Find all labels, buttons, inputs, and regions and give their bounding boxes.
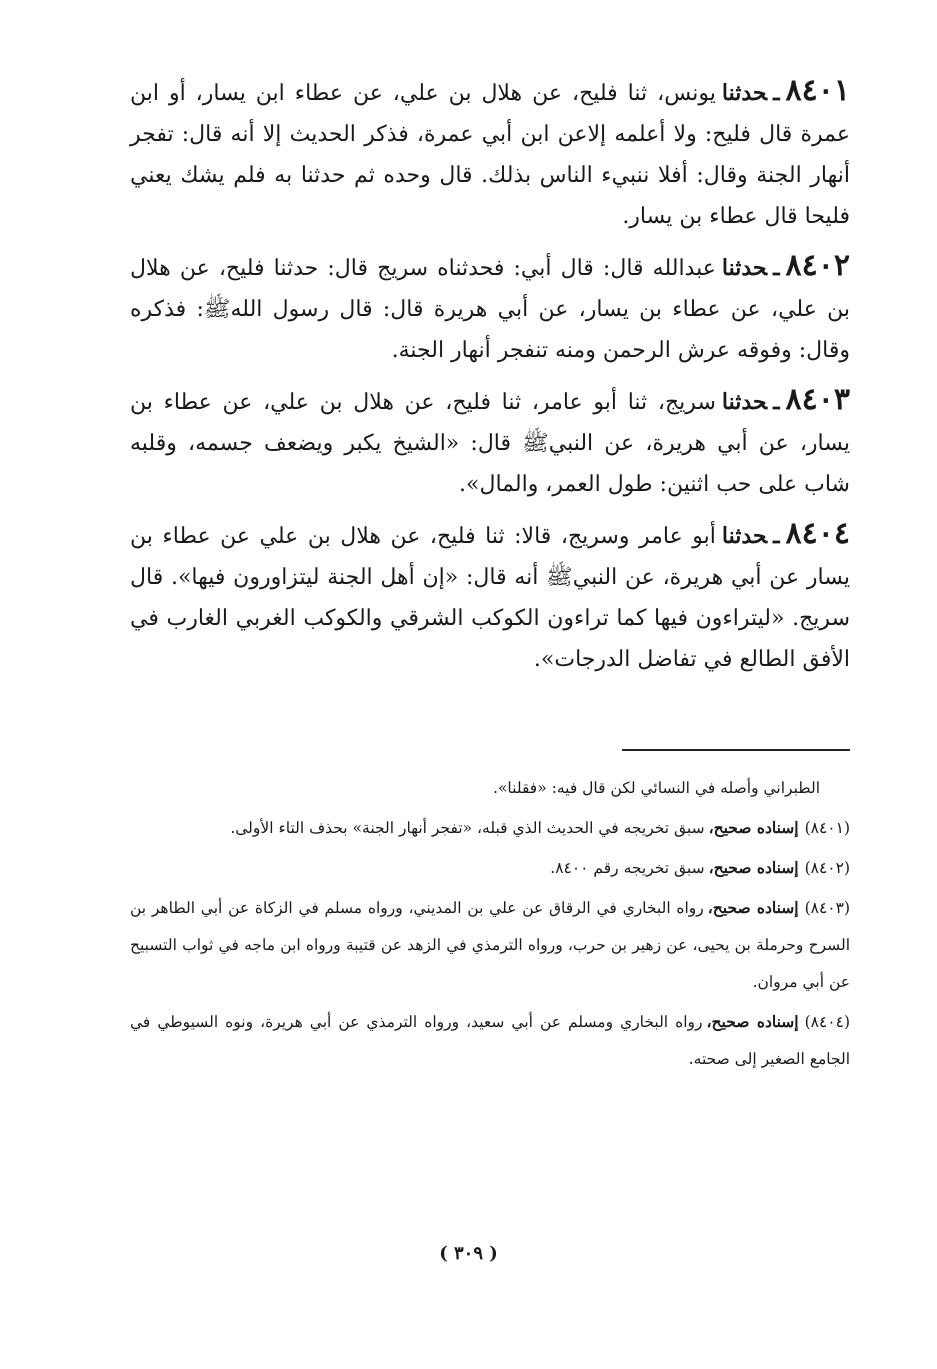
footnote-continuation: الطبراني وأصله في النسائي لكن قال فيه: «فقلنا». xyxy=(493,779,820,797)
hadith-lead-word: حدثنا xyxy=(721,389,768,415)
footnote-number: (٨٤٠٣) xyxy=(804,899,851,917)
footnote-text: سبق تخريجه في الحديث الذي قبله، «تفجر أنهار الجنة» بحذف التاء الأولى. xyxy=(230,819,705,837)
hadith-text: عبدالله قال: قال أبي: فحدثناه سريج قال: حدثنا فليح، عن هلال بن علي، عن عطاء بن يسار، عن أبي هريرة قال: قال رسول اللهﷺ: فذكره وقال: وفوقه عرش الرحمن ومنه تنفجر أنهار الجنة. xyxy=(130,256,850,363)
footnote-number: (٨٤٠٢) xyxy=(804,859,850,877)
main-text-body xyxy=(130,70,850,688)
footnote-lead: إسناده صحيح، xyxy=(708,818,799,837)
footnote-number: (٨٤٠٤) xyxy=(804,1013,850,1031)
footnote-text: رواه البخاري ومسلم عن أبي سعيد، ورواه الترمذي عن أبي هريرة، ونوه السيوطي في الجامع الصغير إلى صحته. xyxy=(130,1013,850,1068)
hadith-number: ٨٤٠٤ xyxy=(785,516,850,551)
hadith-number: ٨٤٠٣ xyxy=(785,382,850,417)
hadith-text: سريج، ثنا أبو عامر، ثنا فليح، عن هلال بن علي، عن عطاء بن يسار، عن أبي هريرة، عن النبيﷺ قال: «الشيخ يكبر ويضعف جسمه، وقلبه شاب على حب اثنين: طول العمر، والمال». xyxy=(130,390,850,497)
hadith-lead-word: حدثنا xyxy=(721,523,768,549)
footnote-lead: إسناده صحيح، xyxy=(707,898,799,917)
hadith-lead-word: حدثنا xyxy=(721,255,768,281)
footnote-8404 xyxy=(130,1003,850,1078)
footnote-number: (٨٤٠١) xyxy=(804,819,850,837)
footnote-text: رواه البخاري في الرقاق عن علي بن المديني، ورواه مسلم في الزكاة عن أبي الطاهر بن السرح وحرملة بن يحيى، عن زهير بن حرب، ورواه الترمذي في الزهد عن قتيبة ورواه ابن ماجه في ثواب التسبيح عن أبي مروان. xyxy=(130,899,850,991)
hadith-8402 xyxy=(130,245,850,371)
footnote-lead: إسناده صحيح، xyxy=(708,858,799,877)
hadith-8401 xyxy=(130,70,850,237)
hadith-8403 xyxy=(130,379,850,505)
hadith-8404 xyxy=(130,513,850,680)
hadith-dash: ـ xyxy=(773,523,780,549)
hadith-number: ٨٤٠١ xyxy=(785,73,850,108)
footnote-divider xyxy=(622,749,850,751)
footnote-text: سبق تخريجه رقم ٨٤٠٠. xyxy=(550,859,705,877)
footnote-8402 xyxy=(130,849,850,887)
footnote-lead: إسناده صحيح، xyxy=(706,1012,799,1031)
hadith-text: يونس، ثنا فليح، عن هلال بن علي، عن عطاء ابن يسار، أو ابن عمرة قال فليح: ولا أعلمه إلاعن ابن أبي عمرة، فذكر الحديث إلا أنه قال: تفجر أنهار الجنة وقال: أفلا ننبيء الناس بذلك. قال وحده ثم حدثنا به فلم يشك يعني فليحا قال عطاء بن يسار. xyxy=(130,81,850,229)
page-number: ( ٣٠٩ ) xyxy=(439,1243,498,1264)
hadith-dash: ـ xyxy=(773,389,780,415)
footnote-8401 xyxy=(130,809,850,847)
hadith-dash: ـ xyxy=(773,80,780,106)
hadith-dash: ـ xyxy=(773,255,780,281)
hadith-number: ٨٤٠٢ xyxy=(785,248,850,283)
hadith-lead-word: حدثنا xyxy=(721,80,768,106)
footnote-8403 xyxy=(130,889,850,1001)
footnotes-section xyxy=(130,770,850,1080)
hadith-text: أبو عامر وسريج، قالا: ثنا فليح، عن هلال بن علي عن عطاء بن يسار عن أبي هريرة، عن النبيﷺ أنه قال: «إن أهل الجنة ليتزاورون فيها». قال سريج. «ليتراءون فيها كما تراءون الكوكب الشرقي والكوكب الغربي الغارب في الأفق الطالع في تفاضل الدرجات». xyxy=(130,524,850,672)
